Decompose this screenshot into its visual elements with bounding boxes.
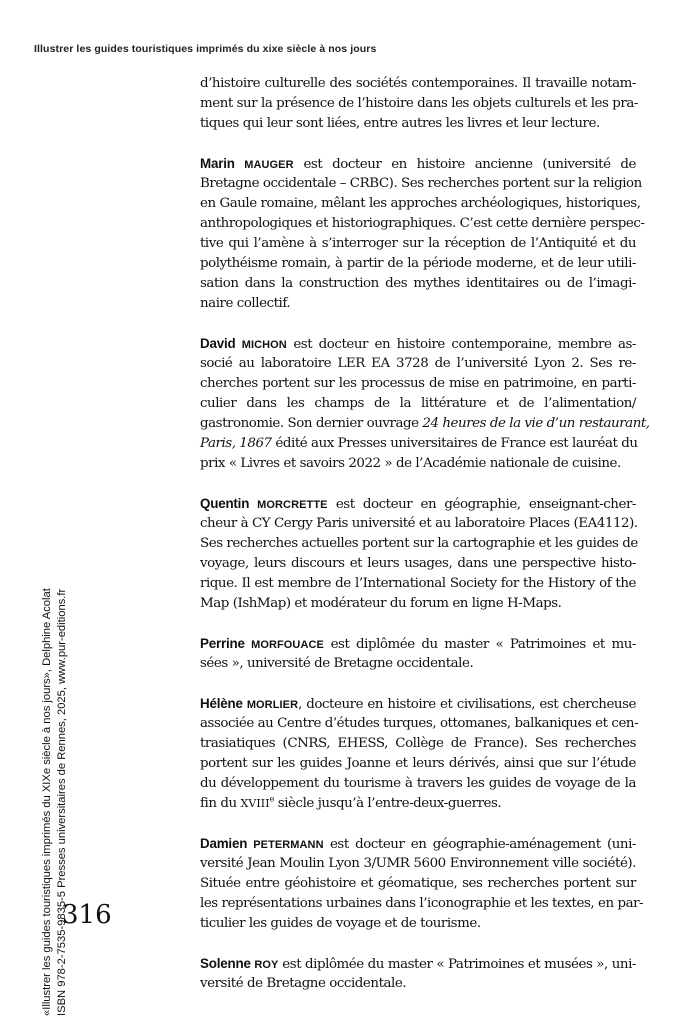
book-title-cont: Paris, 1867 (200, 436, 272, 451)
text-line: portent sur les guides Joanne et leurs dérivés, ainsi que sur l’étude (200, 756, 636, 771)
text-line: les représentations urbaines dans l’iconographie et les textes, en par- (200, 896, 644, 911)
intro-paragraph-continuation (200, 74, 636, 134)
text-line: Solenne ROY est diplômée du master « Patrimoines et musées », uni- (200, 956, 636, 972)
contributors-list (200, 74, 650, 1014)
text-line: ment sur la présence de l’histoire dans les objets culturels et les pra- (200, 96, 638, 111)
contributor-entry-roy (200, 954, 636, 994)
text-line: anthropologiques et historiographiques. C’est cette dernière perspec- (200, 216, 645, 231)
contributor-name: Perrine MORFOUACE (200, 636, 324, 651)
citation-line-1: «Illustrer les guides touristiques imprimés du XIXe siècle à nos jours», Delphine Acolat (41, 588, 53, 1016)
text-line: voyage, leurs discours et leurs usages, dans une perspective histo- (200, 556, 636, 571)
text-line: Perrine MORFOUACE est diplômée du master « Patrimoines et mu- (200, 636, 636, 652)
text-line: rique. Il est membre de l’International Society for the History of the (200, 576, 636, 591)
text-line: David MICHON est docteur en histoire contemporaine, membre as- (200, 336, 636, 352)
page-number: 316 (62, 900, 112, 930)
text-line: cheur à CY Cergy Paris université et au laboratoire Places (EA4112). (200, 516, 638, 531)
text-line: Damien PETERMANN est docteur en géographie-aménagement (uni- (200, 836, 636, 852)
text-line: fin du XVIIIe siècle jusqu’à l’entre-deux-guerres. (200, 794, 502, 811)
text-line: associée au Centre d’études turques, ottomanes, balkaniques et cen- (200, 716, 639, 731)
text-line: gastronomie. Son dernier ouvrage 24 heures de la vie d’un restaurant, (200, 416, 650, 431)
text-line: socié au laboratoire LER EA 3728 de l’université Lyon 2. Ses re- (200, 356, 636, 371)
text-line: cherches portent sur les processus de mise en patrimoine, en parti- (200, 376, 636, 391)
contributor-name: Hélène MORLIER (200, 696, 299, 711)
contributor-entry-morfouace (200, 634, 636, 674)
text-line: sées », université de Bretagne occidentale. (200, 656, 474, 671)
book-title: 24 heures de la vie d’un restaurant, (422, 416, 650, 431)
contributor-entry-michon (200, 334, 650, 474)
text-line: prix « Livres et savoirs 2022 » de l’Académie nationale de cuisine. (200, 456, 621, 471)
text-line: tive qui l’amène à s’interroger sur la réception de l’Antiquité et du (200, 236, 636, 251)
century-numeral: XVIII (240, 797, 270, 810)
text-line: polythéisme romain, à partir de la période moderne, et de leur utili- (200, 256, 636, 271)
text-line: naire collectif. (200, 296, 291, 311)
contributor-entry-mauger (200, 154, 645, 314)
text-line: versité de Bretagne occidentale. (200, 976, 407, 991)
contributor-name: David MICHON (200, 336, 287, 351)
text-line: ticulier les guides de voyage et de tourisme. (200, 916, 481, 931)
text-line: Ses recherches actuelles portent sur la cartographie et les guides de (200, 536, 638, 551)
text-line: sation dans la construction des mythes identitaires ou de l’imagi- (200, 276, 636, 291)
sidebar-citation (40, 496, 70, 1016)
contributor-name: Solenne ROY (200, 956, 279, 971)
text-line: Marin MAUGER est docteur en histoire ancienne (université de (200, 156, 636, 172)
text-line: versité Jean Moulin Lyon 3/UMR 5600 Environnement ville société). (200, 856, 636, 871)
text-line: en Gaule romaine, mêlant les approches archéologiques, historiques, (200, 196, 641, 211)
text-line: Bretagne occidentale – CRBC). Ses recherches portent sur la religion (200, 176, 642, 191)
text-line: trasiatiques (CNRS, EHESS, Collège de France). Ses recherches (200, 736, 636, 751)
text-line: Paris, 1867 édité aux Presses universitaires de France est lauréat du (200, 436, 638, 451)
contributor-entry-morlier (200, 694, 639, 814)
contributor-entry-morcrette (200, 494, 636, 614)
text-line: d’histoire culturelle des sociétés contemporaines. Il travaille notam- (200, 76, 636, 91)
text-line: du développement du tourisme à travers les guides de voyage de la (200, 776, 636, 791)
text-line: Map (IshMap) et modérateur du forum en ligne H-Maps. (200, 596, 562, 611)
text-line: Hélène MORLIER, docteure en histoire et civilisations, est chercheuse (200, 696, 637, 712)
contributor-name: Damien PETERMANN (200, 836, 324, 851)
text-line: tiques qui leur sont liées, entre autres les livres et leur lecture. (200, 116, 600, 131)
running-header: Illustrer les guides touristiques imprimés du xixe siècle à nos jours (34, 43, 377, 55)
citation-line-2: ISBN 978-2-7535-9835-5 Presses universitaires de Rennes, 2025, www.pur-editions.fr (56, 588, 68, 1016)
contributor-name: Quentin MORCRETTE (200, 496, 328, 511)
text-line: Située entre géohistoire et géomatique, ses recherches portent sur (200, 876, 636, 891)
contributor-name: Marin MAUGER (200, 156, 294, 171)
text-line: Quentin MORCRETTE est docteur en géographie, enseignant-cher- (200, 496, 636, 512)
text-line: culier dans les champs de la littérature et de l’alimentation/ (200, 396, 636, 411)
contributor-entry-petermann (200, 834, 644, 934)
